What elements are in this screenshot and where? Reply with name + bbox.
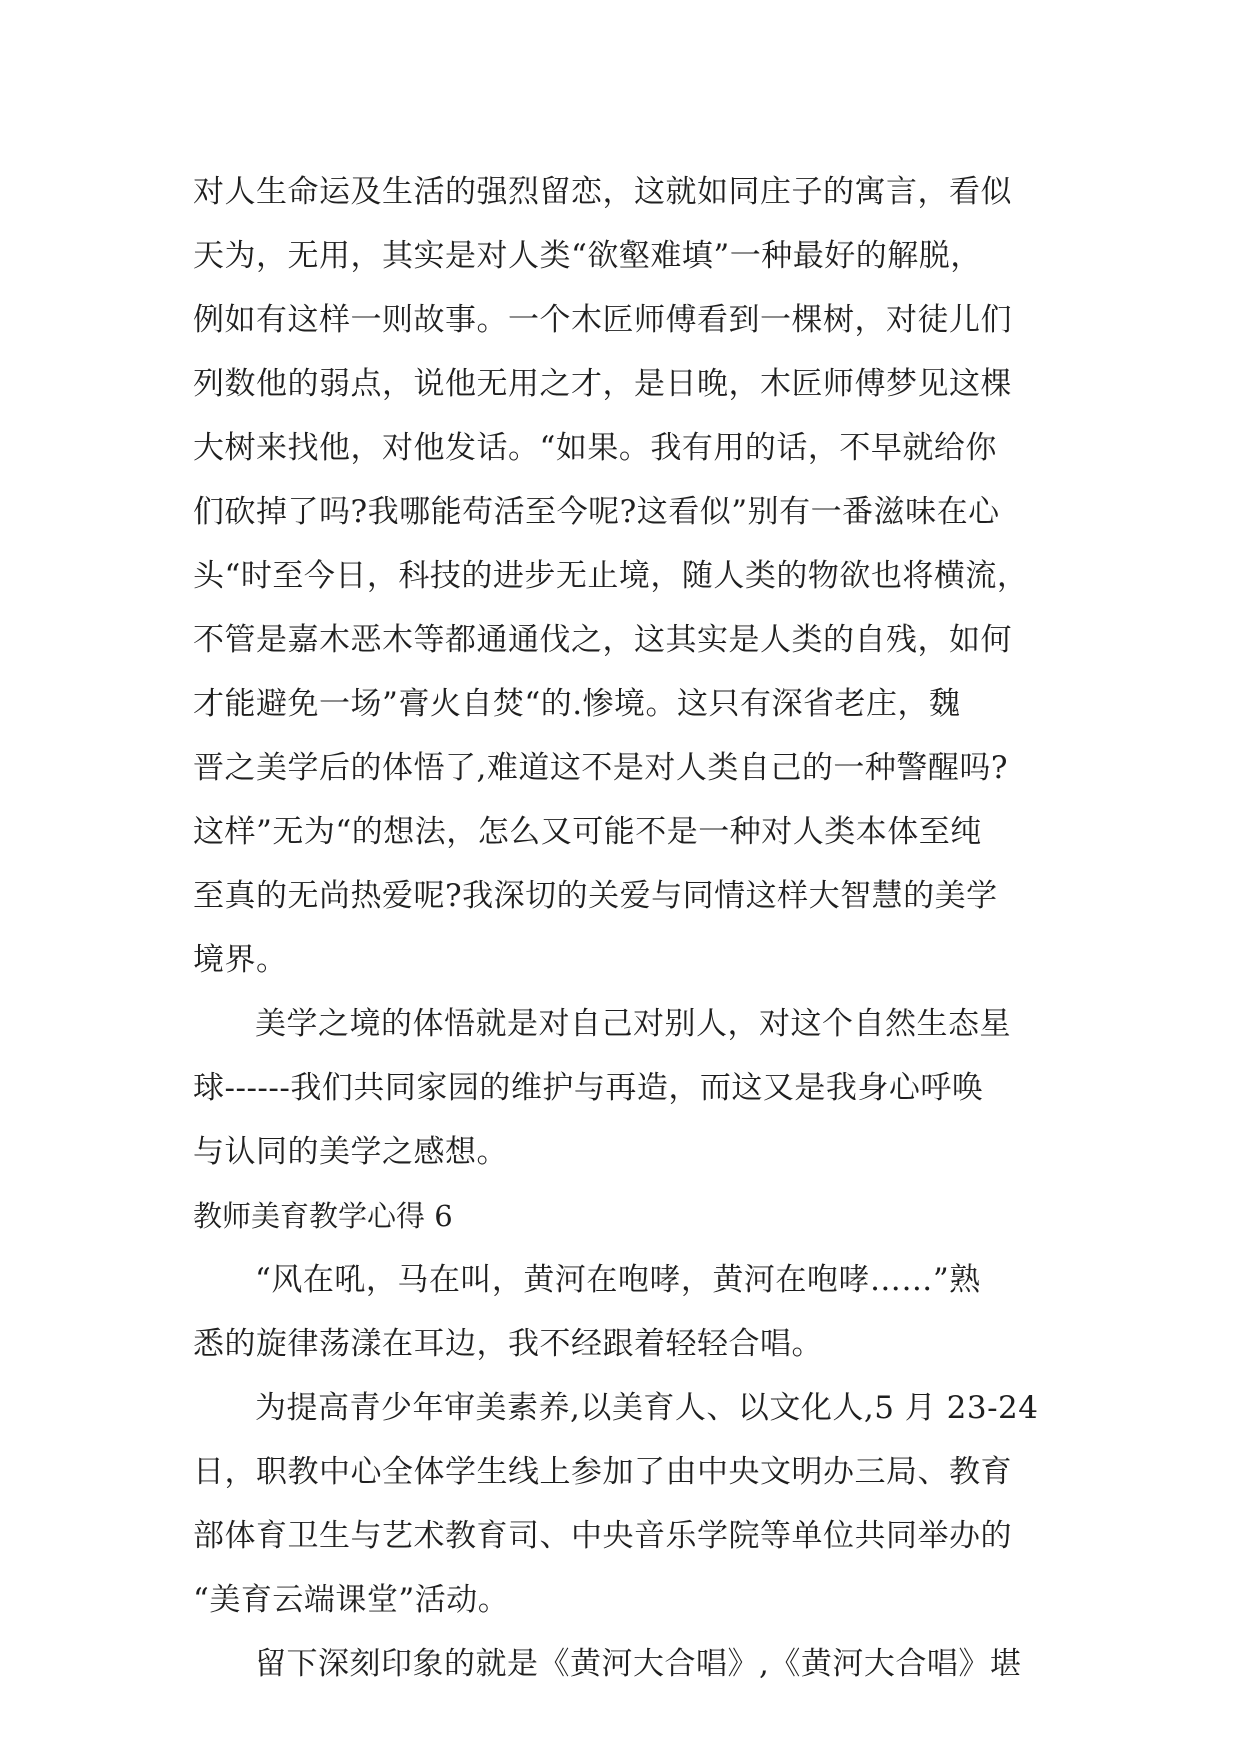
text-line: 美学之境的体悟就是对自己对别人，对这个自然生态星 [255,1006,1011,1042]
text-line: 这样”无为“的想法，怎么又可能不是一种对人类本体至纯 [193,814,982,850]
text-line: 晋之美学后的体悟了,难道这不是对人类自己的一种警醒吗? [193,750,1008,786]
text-line: 才能避免一场”膏火自焚“的.惨境。这只有深省老庄，魏 [193,686,961,722]
text-line: 对人生命运及生活的强烈留恋，这就如同庄子的寓言，看似 [193,174,1012,210]
text-line: “美育云端课堂”活动。 [193,1582,510,1618]
document-body [193,160,1049,1696]
text-line: 日，职教中心全体学生线上参加了由中央文明办三局、教育 [193,1454,1012,1490]
text-line: 至真的无尚热爱呢?我深切的关爱与同情这样大智慧的美学 [193,878,998,914]
section-heading: 教师美育教学心得 6 [193,1199,453,1233]
text-line: “风在吼，马在叫，黄河在咆哮，黄河在咆哮……”熟 [255,1262,981,1298]
text-line: 留下深刻印象的就是《黄河大合唱》,《黄河大合唱》堪 [255,1646,1022,1682]
text-line: 境界。 [193,942,288,978]
text-line: 为提高青少年审美素养,以美育人、以文化人,5 月 23-24 [255,1390,1039,1426]
text-line: 球------我们共同家园的维护与再造，而这又是我身心呼唤 [193,1070,984,1106]
text-line: 与认同的美学之感想。 [193,1134,508,1170]
text-line: 悉的旋律荡漾在耳边，我不经跟着轻轻合唱。 [193,1326,823,1362]
text-line: 不管是嘉木恶木等都通通伐之，这其实是人类的自残，如何 [193,622,1012,658]
text-line: 例如有这样一则故事。一个木匠师傅看到一棵树，对徒儿们 [193,302,1012,338]
text-line: 列数他的弱点，说他无用之才，是日晚，木匠师傅梦见这棵 [193,366,1012,402]
text-line: 大树来找他，对他发话。“如果。我有用的话，不早就给你 [193,430,997,466]
text-line: 天为，无用，其实是对人类“欲壑难填”一种最好的解脱， [193,238,982,274]
text-line: 部体育卫生与艺术教育司、中央音乐学院等单位共同举办的 [193,1518,1012,1554]
text-line: 们砍掉了吗?我哪能苟活至今呢?这看似”别有一番滋味在心 [193,494,1000,530]
text-line: 头“时至今日，科技的进步无止境，随人类的物欲也将横流， [193,558,1029,594]
